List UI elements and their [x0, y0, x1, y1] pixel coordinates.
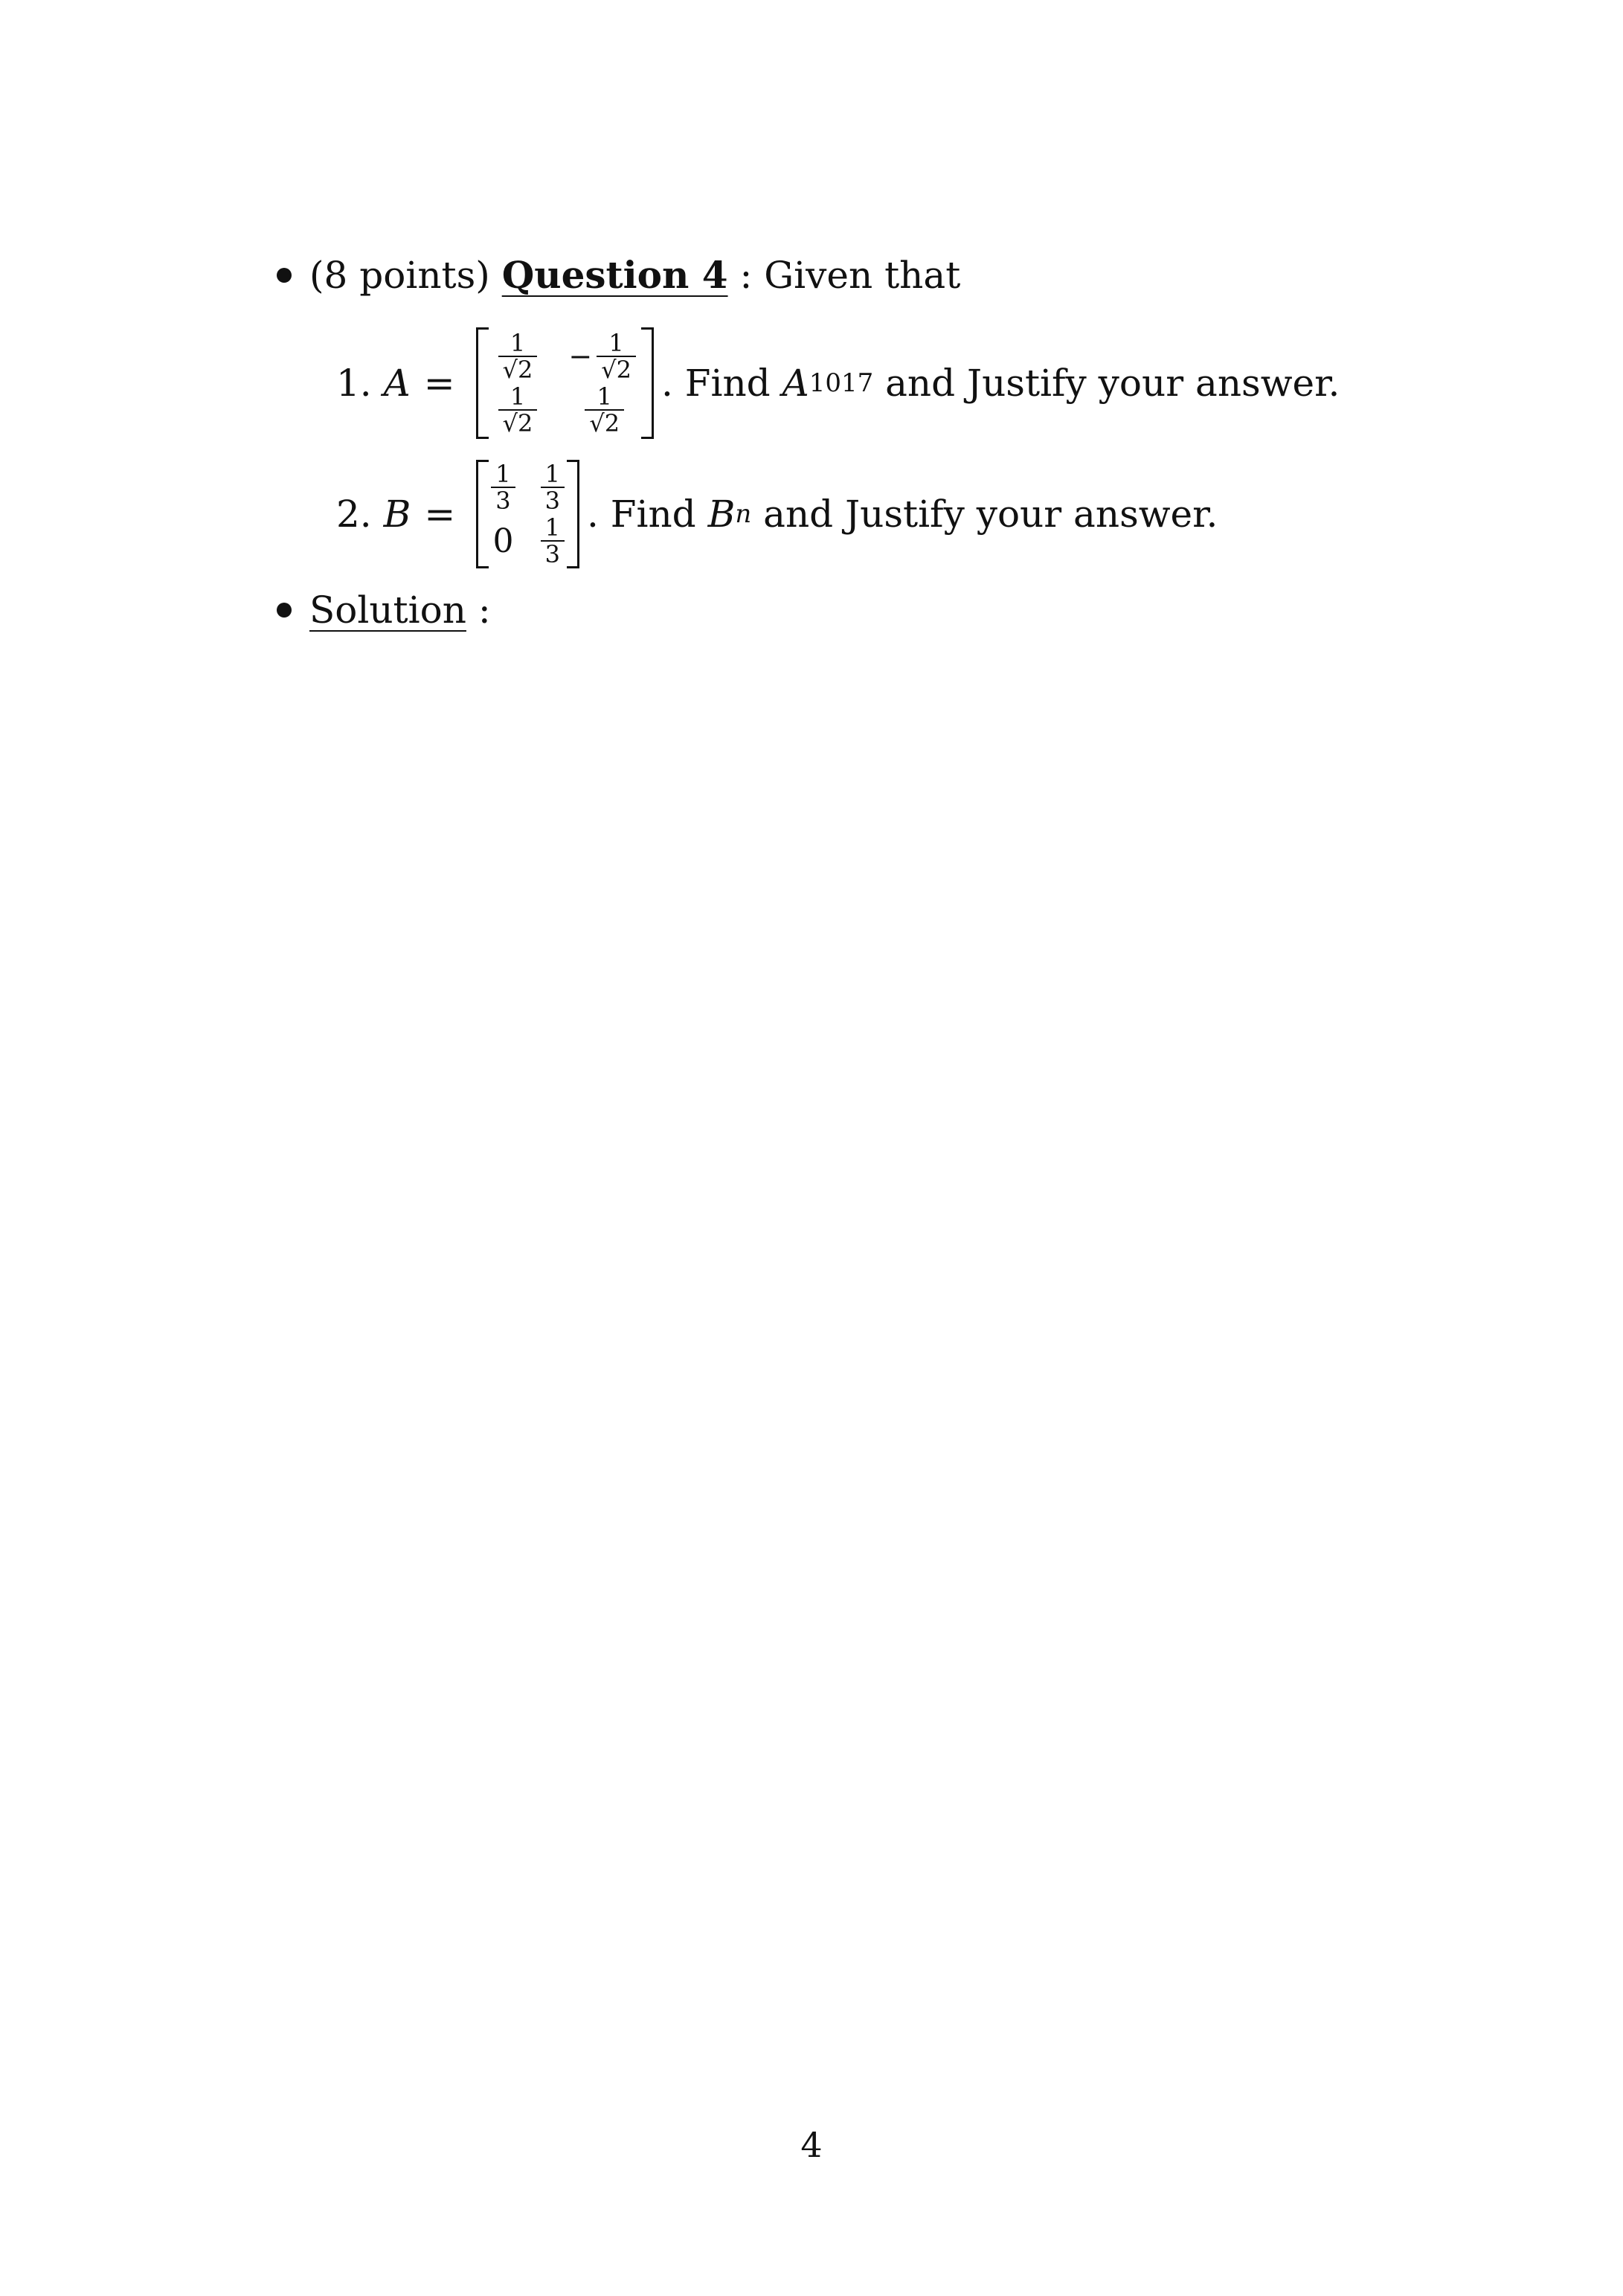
item-2-equals: =: [424, 493, 456, 536]
left-bracket: [476, 327, 489, 439]
right-bracket: [567, 460, 579, 568]
solution-header: [277, 588, 491, 632]
item-2-number: 2.: [336, 493, 372, 536]
item-2-tail: and Justify your answer.: [763, 493, 1218, 536]
matrix-b-cell: $\frac{1}{3}$: [541, 461, 565, 513]
solution-colon: :: [478, 589, 491, 632]
item-1-tail: and Justify your answer.: [885, 362, 1340, 405]
matrix-b-cell: 0: [492, 522, 514, 560]
solution-label: Solution: [309, 589, 466, 632]
page-number: 4: [800, 2125, 823, 2165]
matrix-a: [476, 327, 654, 439]
matrix-b-cell: $\frac{1}{3}$: [491, 461, 515, 513]
matrix-b-variable: B: [383, 493, 411, 536]
bullet-icon: [277, 603, 292, 618]
question-intro: Given that: [764, 254, 961, 297]
matrix-a-cell: $\frac{1}{√2}$: [494, 384, 538, 436]
item-2-after: . Find: [587, 493, 696, 536]
left-bracket: [476, 460, 489, 568]
matrix-a-cell: − $\frac{1}{√2}$: [568, 330, 636, 382]
matrix-a-variable: A: [383, 362, 411, 405]
matrix-b-cell: $\frac{1}{3}$: [541, 515, 565, 567]
item-1: 1. A = $\frac{1}{√2}$ − $\frac{1}{√2}$ $\frac{1}{√2}$ $\frac{1}{√2}$ . Find A 1017 and Justify your answer.: [336, 329, 1340, 437]
item-1-power-base: A: [782, 362, 809, 405]
question-label: Question 4: [501, 253, 728, 297]
bullet-icon: [277, 268, 292, 283]
question-header: [277, 253, 960, 298]
matrix-a-cell: $\frac{1}{√2}$: [494, 330, 538, 382]
item-1-equals: =: [423, 362, 455, 405]
question-colon: :: [739, 254, 753, 297]
item-2-power-base: B: [707, 493, 736, 536]
matrix-b: [476, 460, 579, 568]
item-1-after: . Find: [661, 362, 771, 405]
item-2: 2. B = $\frac{1}{3}$ $\frac{1}{3}$ 0 $\frac{1}{3}$ . Find B n and Justify your answer.: [336, 460, 1218, 568]
item-1-number: 1.: [336, 362, 372, 405]
matrix-a-cell: $\frac{1}{√2}$: [568, 384, 636, 436]
right-bracket: [641, 327, 654, 439]
question-points: (8 points): [309, 254, 490, 297]
